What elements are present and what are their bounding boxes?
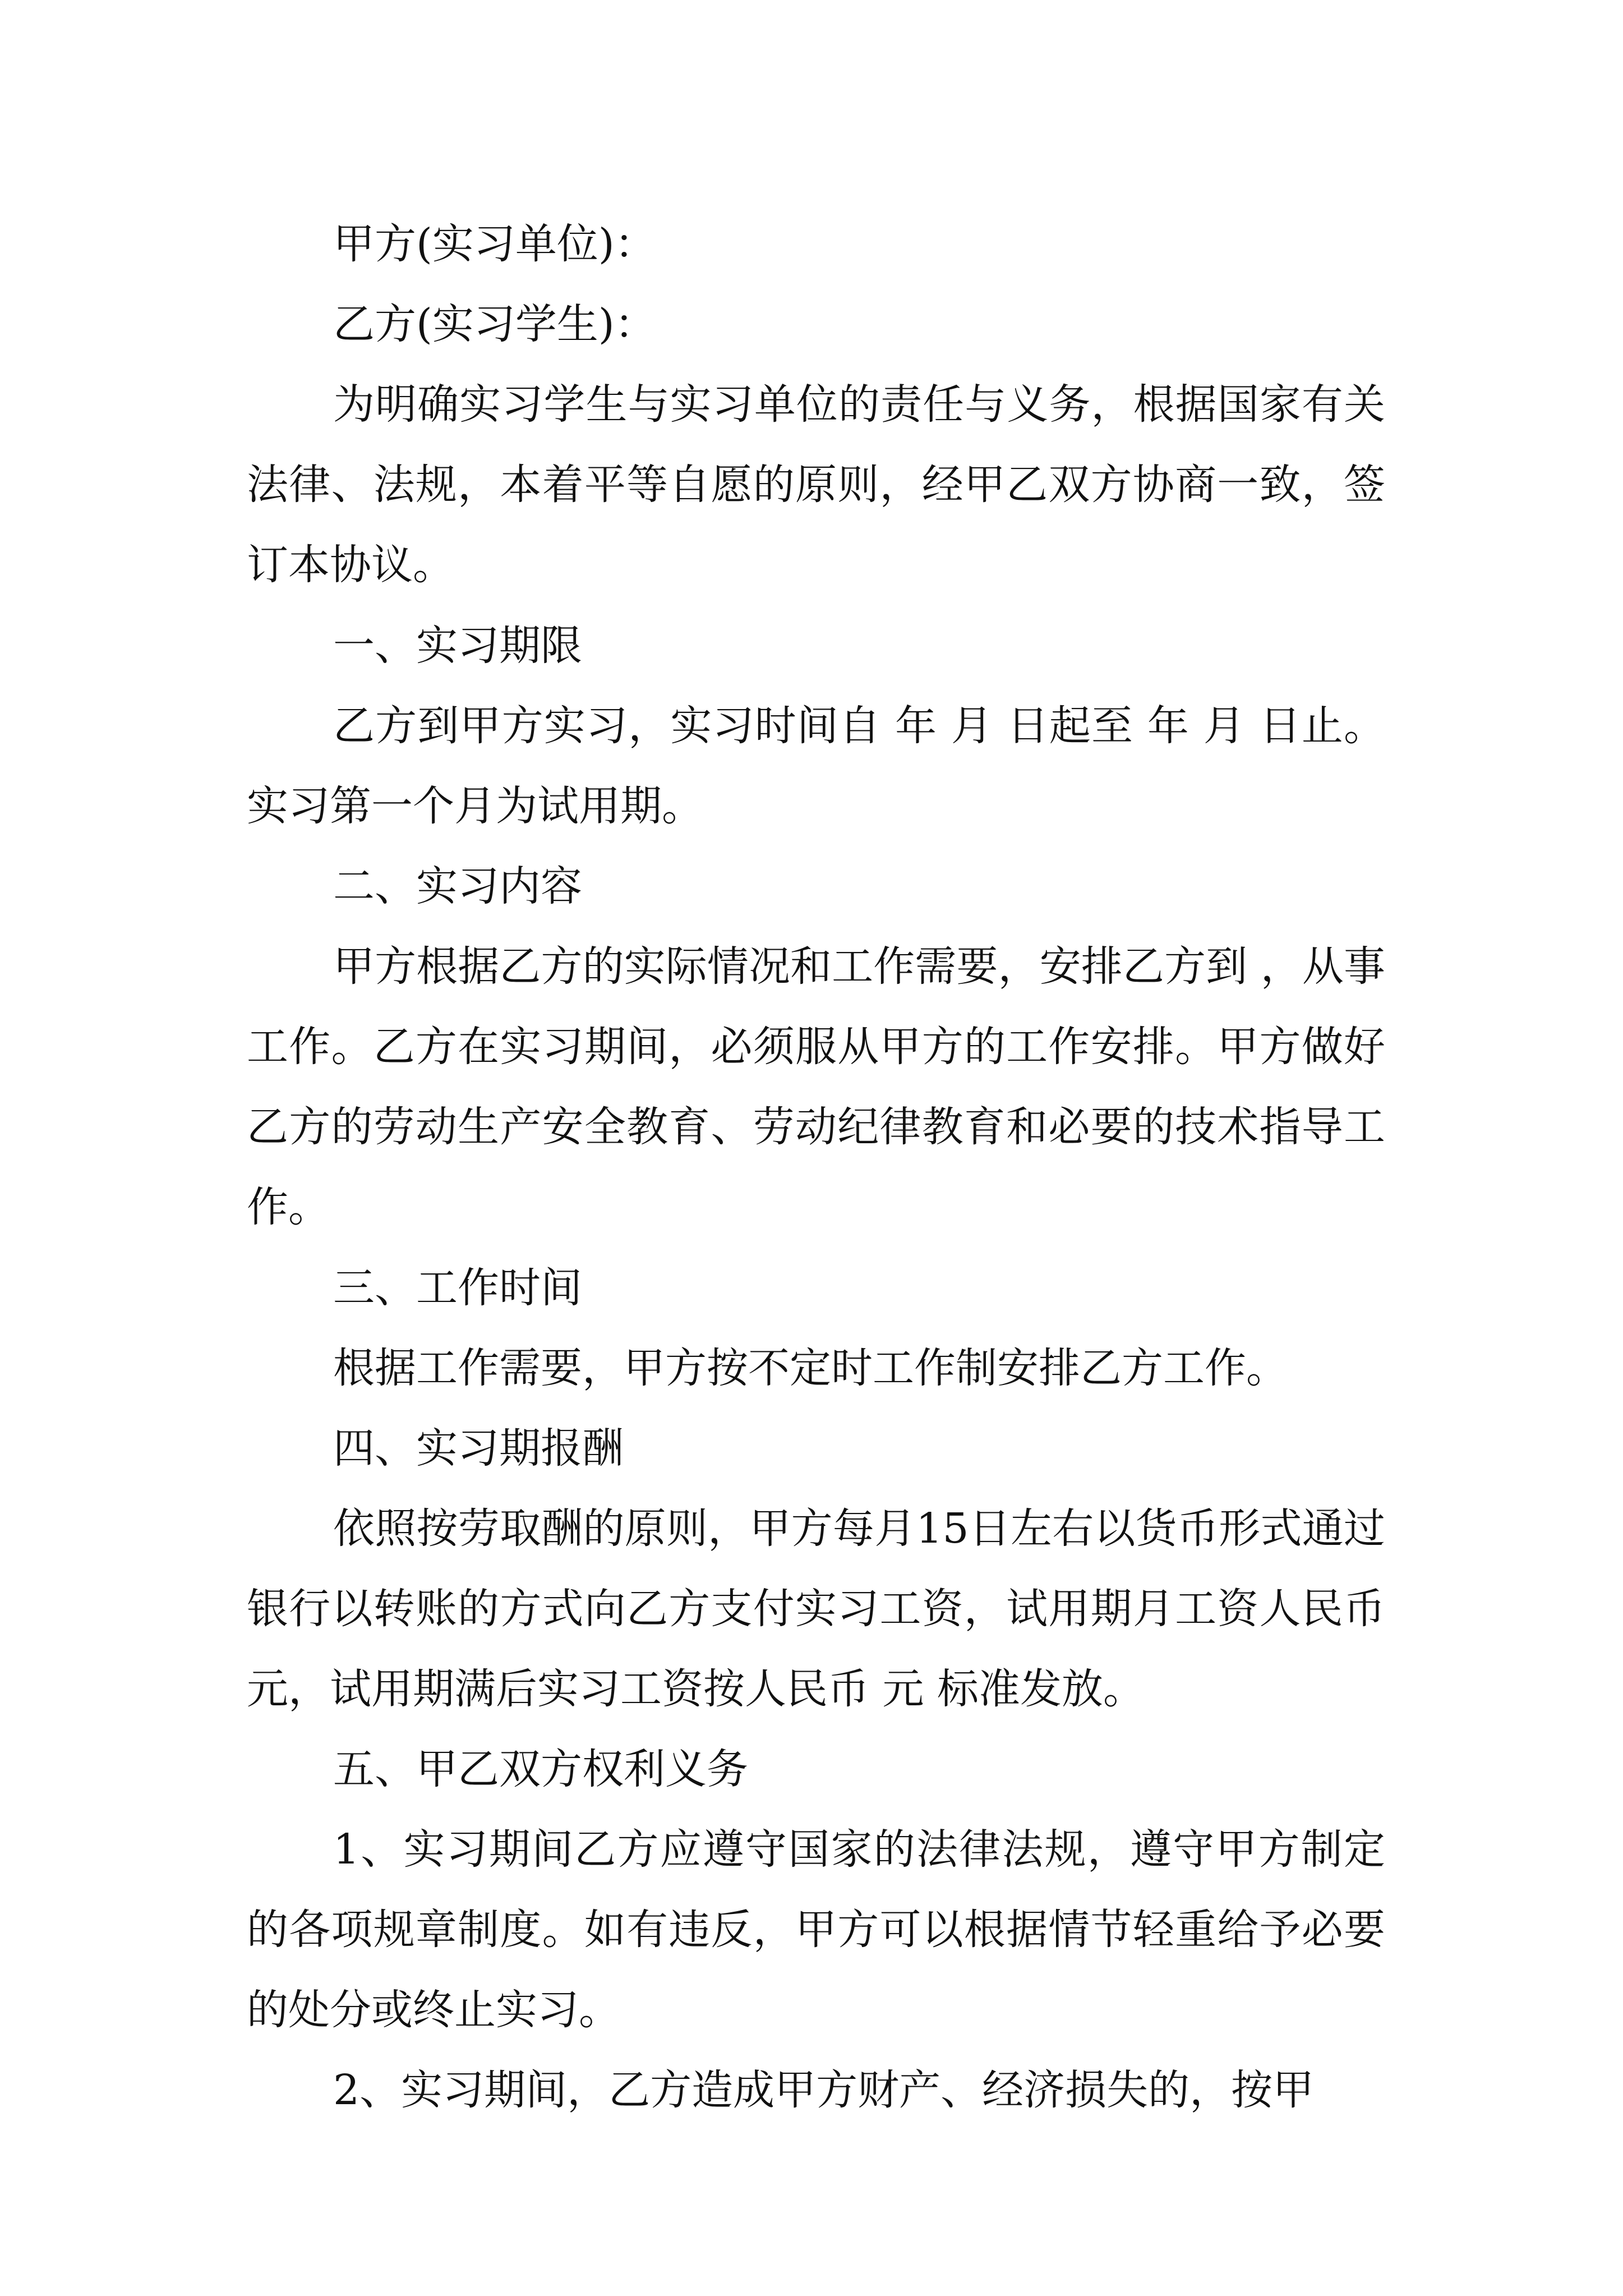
preamble-paragraph: 为明确实习学生与实习单位的责任与义务，根据国家有关法律、法规，本着平等自愿的原则，经甲乙双方协商一致，签订本协议。	[247, 380, 1385, 589]
section-paragraph-pay: 依照按劳取酬的原则，甲方每月15日左右以货币形式通过银行以转账的方式向乙方支付实习工资，试用期月工资人民币 元，试用期满后实习工资按人民币 元 标准发放。	[247, 1504, 1385, 1713]
section-paragraph-term: 乙方到甲方实习，实习时间自 年 月 日起至 年 月 日止。实习第一个月为试用期。	[247, 702, 1385, 830]
section-paragraph-content: 甲方根据乙方的实际情况和工作需要，安排乙方到 ，从事 工作。乙方在实习期间，必须服从甲方的工作安排。甲方做好乙方的劳动生产安全教育、劳动纪律教育和必要的技术指导工作。	[247, 942, 1385, 1231]
section-paragraph-hours: 根据工作需要，甲方按不定时工作制安排乙方工作。	[333, 1344, 1288, 1392]
party-b-line: 乙方(实习学生)：	[333, 300, 656, 348]
section-heading-hours: 三、工作时间	[333, 1264, 582, 1312]
section-paragraph-rights-2: 2、实习期间，乙方造成甲方财产、经济损失的，按甲	[333, 2066, 1315, 2114]
section-heading-pay: 四、实习期报酬	[333, 1424, 624, 1473]
section-heading-term: 一、实习期限	[333, 622, 582, 670]
section-heading-content: 二、实习内容	[333, 862, 582, 910]
party-a-line: 甲方(实习单位)：	[333, 220, 656, 268]
section-paragraph-rights-1: 1、实习期间乙方应遵守国家的法律法规，遵守甲方制定的各项规章制度。如有违反，甲方可以根据情节轻重给予必要的处分或终止实习。	[247, 1825, 1385, 2034]
section-heading-rights: 五、甲乙双方权利义务	[333, 1745, 748, 1793]
